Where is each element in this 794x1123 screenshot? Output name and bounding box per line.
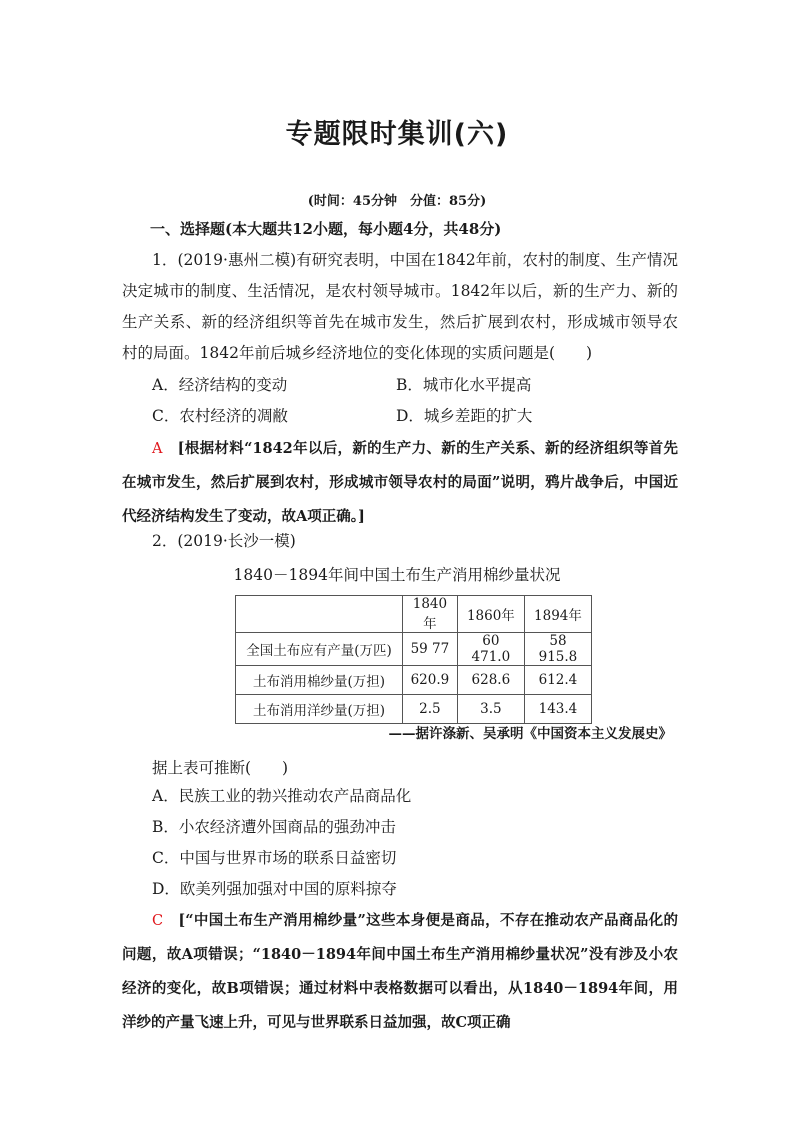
table-cell: 土布消用洋纱量(万担) bbox=[236, 695, 403, 724]
table-cell: 土布消用棉纱量(万担) bbox=[236, 666, 403, 695]
table-cell: 59 77 bbox=[403, 633, 458, 666]
table-cell: 全国土布应有产量(万匹) bbox=[236, 633, 403, 666]
question-2-head: 2．(2019·长沙一模) bbox=[152, 532, 296, 550]
table-header-cell: 1840年 bbox=[403, 596, 458, 633]
table-cell: 620.9 bbox=[403, 666, 458, 695]
q2-option-a: A．民族工业的勃兴推动农产品商品化 bbox=[152, 787, 412, 805]
q2-option-d: D．欧美列强加强对中国的原料掠夺 bbox=[152, 880, 397, 898]
table-row bbox=[236, 666, 592, 695]
table-cell: 2.5 bbox=[403, 695, 458, 724]
table-header-cell: 1860年 bbox=[457, 596, 524, 633]
table-cell: 143.4 bbox=[524, 695, 591, 724]
q1-option-c: C．农村经济的凋敝 bbox=[152, 407, 288, 425]
table-header-cell bbox=[236, 596, 403, 633]
table-cell: 612.4 bbox=[524, 666, 591, 695]
q2-answer bbox=[122, 904, 678, 1040]
page-title: 专题限时集训(六) bbox=[285, 119, 509, 150]
table-header-row bbox=[236, 596, 592, 633]
q1-answer-explanation: [根据材料“1842年以后，新的生产力、新的生产关系、新的经济组织等首先在城市发生，然后扩展到农村，形成城市领导农村的局面”说明，鸦片战争后，中国近代经济结构发生了变动，故A项正确。] bbox=[122, 440, 678, 525]
q2-option-c: C．中国与世界市场的联系日益密切 bbox=[152, 849, 397, 867]
exam-meta: (时间：45分钟 分值：85分) bbox=[307, 194, 487, 209]
table-caption: 1840－1894年间中国土布生产消用棉纱量状况 bbox=[233, 566, 561, 584]
q2-answer-explanation: [“中国土布生产消用棉纱量”这些本身便是商品，不存在推动农产品商品化的问题，故A项错误；“1840－1894年间中国土布生产消用棉纱量状况”没有涉及小农经济的变化，故B项错误；通过材料中表格数据可以看出，从1840－1894年间，用洋纱的产量飞速上升，可见与世界联系日益加强，故C项正确 bbox=[122, 912, 678, 1031]
q1-answer-letter: A bbox=[152, 441, 163, 457]
table-source: ——据许涤新、吴承明《中国资本主义发展史》 bbox=[388, 726, 672, 742]
table-cell: 3.5 bbox=[457, 695, 524, 724]
q1-option-d: D．城乡差距的扩大 bbox=[396, 407, 533, 425]
table-row bbox=[236, 633, 592, 666]
q1-option-a: A．经济结构的变动 bbox=[152, 376, 288, 394]
table-cell: 628.6 bbox=[457, 666, 524, 695]
q2-answer-letter: C bbox=[152, 913, 164, 929]
section-heading: 一、选择题(本大题共12小题，每小题4分，共48分) bbox=[150, 220, 502, 238]
table-cell: 60 471.0 bbox=[457, 633, 524, 666]
question-2-stem: 据上表可推断( ) bbox=[152, 759, 289, 777]
q1-option-b: B．城市化水平提高 bbox=[396, 376, 532, 394]
q1-answer bbox=[122, 432, 678, 534]
table-row bbox=[236, 695, 592, 724]
table-header-cell: 1894年 bbox=[524, 596, 591, 633]
data-table bbox=[235, 595, 592, 724]
question-1-text: 1．(2019·惠州二模)有研究表明，中国在1842年前，农村的制度、生产情况决定城市的制度、生活情况，是农村领导城市。1842年以后，新的生产力、新的生产关系、新的经济组织等首先在城市发生，然后扩展到农村，形成城市领导农村的局面。1842年前后城乡经济地位的变化体现的实质问题是( ) bbox=[122, 251, 678, 362]
table-cell: 58 915.8 bbox=[524, 633, 591, 666]
q2-option-b: B．小农经济遭外国商品的强劲冲击 bbox=[152, 818, 396, 836]
